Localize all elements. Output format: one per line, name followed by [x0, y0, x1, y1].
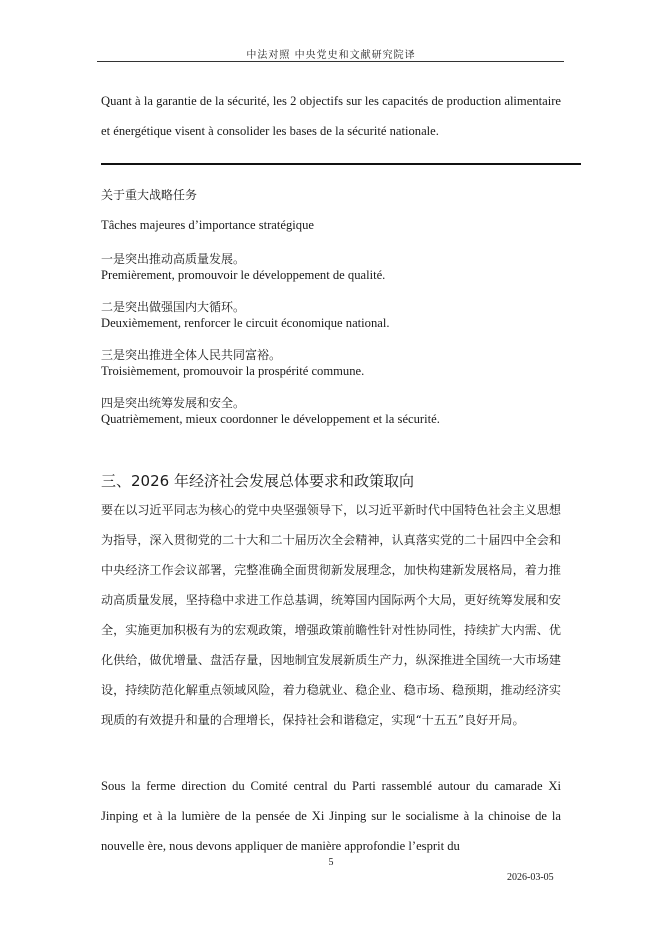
running-header: 中法对照 中央党史和文献研究院译	[246, 50, 416, 61]
section-paragraph-zh: 要在以习近平同志为核心的党中央坚强领导下，以习近平新时代中国特色社会主义思想为指导，深入贯彻党的二十大和二十届历次全会精神，认真落实党的二十届四中全会和中央经济工作会议部署，完整准确全面贯彻新发展理念，加快构建新发展格局，着力推动高质量发展，坚持稳中求进工作总基调，统筹国内国际两个大局，更好统筹发展和安全，实施更加积极有为的宏观政策，增强政策前瞻性针对性协同性，持续扩大内需、优化供给，做优增量、盘活存量，因地制宜发展新质生产力，纵深推进全国统一大市场建设，持续防范化解重点领域风险，着力稳就业、稳企业、稳市场、稳预期，推动经济实现质的有效提升和量的合理增长，保持社会和谐稳定，实现“十五五”良好开局。	[101, 503, 561, 727]
task-4-zh: 四是突出统筹发展和安全。	[101, 396, 246, 410]
task-1-zh: 一是突出推动高质量发展。	[101, 252, 246, 266]
section-divider	[101, 163, 581, 165]
intro-paragraph: Quant à la garantie de la sécurité, les 2 objectifs sur les capacités de production alimentaire et énergétique visent à consolider les bases de la sécurité nationale.	[101, 94, 561, 138]
footer-date: 2026-03-05	[507, 872, 554, 883]
task-3-zh: 三是突出推进全体人民共同富裕。	[101, 348, 282, 362]
task-3-fr: Troisièmement, promouvoir la prospérité commune.	[101, 364, 365, 378]
page-number: 5	[328, 857, 334, 868]
section-paragraph-fr: Sous la ferme direction du Comité central du Parti rassemblé autour du camarade Xi Jinping et à la lumière de la pensée de Xi Jinping sur le socialisme à la chinoise de la nouvelle ère, nous devons appliquer de manière approfondie l’esprit du	[101, 779, 561, 853]
strategic-heading-zh: 关于重大战略任务	[101, 188, 198, 202]
task-4-fr: Quatrièmement, mieux coordonner le développement et la sécurité.	[101, 412, 440, 426]
strategic-heading-fr: Tâches majeures d’importance stratégique	[101, 218, 314, 232]
section-title: 三、2026 年经济社会发展总体要求和政策取向	[101, 472, 414, 490]
task-2-fr: Deuxièmement, renforcer le circuit économique national.	[101, 316, 390, 330]
task-1-fr: Premièrement, promouvoir le développement de qualité.	[101, 268, 386, 282]
task-2-zh: 二是突出做强国内大循环。	[101, 300, 246, 314]
header-rule	[97, 61, 564, 62]
